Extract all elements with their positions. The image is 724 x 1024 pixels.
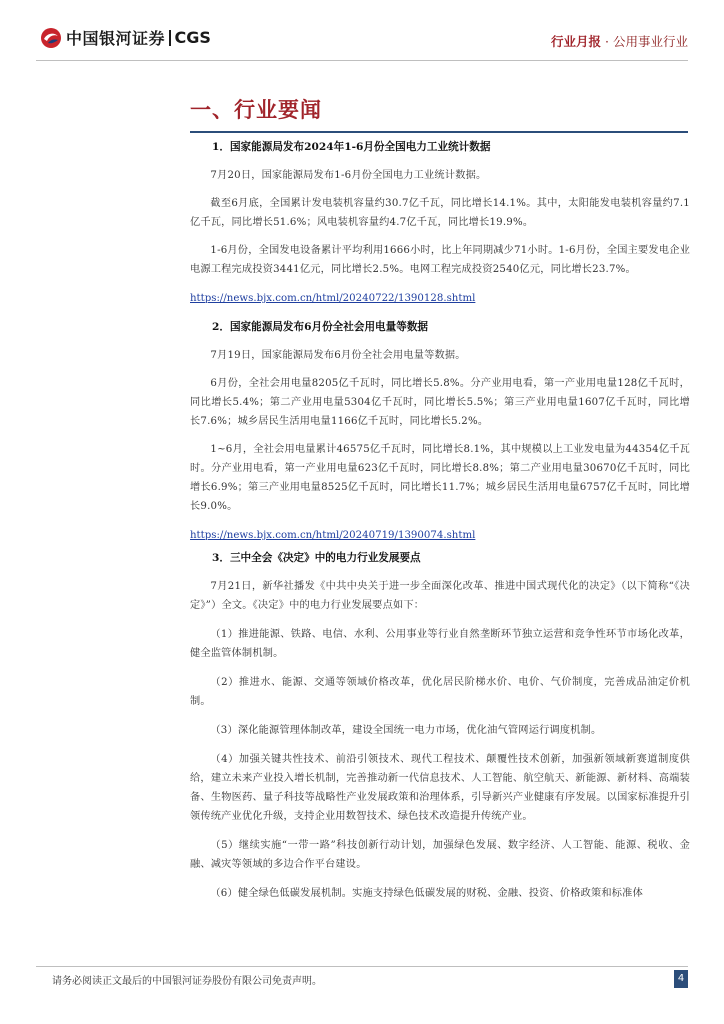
footer-disclaimer: 请务必阅读正文最后的中国银河证券股份有限公司免责声明。	[52, 976, 322, 987]
news-3-paragraph-7: （6）健全绿色低碳发展机制。实施支持绿色低碳发展的财税、金融、投资、价格政策和标准体	[210, 888, 643, 899]
news-1-source-link[interactable]: https://news.bjx.com.cn/html/20240722/1390128.shtml	[190, 293, 476, 304]
news-3-paragraph-4: （3）深化能源管理体制改革，建设全国统一电力市场，优化油气管网运行调度机制。	[210, 725, 602, 736]
news-2-paragraph-3: 1~6月，全社会用电量累计46575亿千瓦时，同比增长8.1%，其中规模以上工业发电量为44354亿千瓦时。分产业用电看，第一产业用电量623亿千瓦时，同比增长8.8%；第二产业用电量30670亿千瓦时，同比增长6.9%；第三产业用电量8525亿千瓦时，同比增长11.7%；城乡居民生活用电量6757亿千瓦时，同比增长9.0%。	[190, 444, 690, 512]
company-logo	[40, 26, 211, 49]
news-2-paragraph-1: 7月19日，国家能源局发布6月份全社会用电量等数据。	[210, 350, 466, 361]
cgs-logo-icon	[40, 27, 62, 49]
header-separator: ·	[601, 34, 613, 49]
news-3-paragraph-1: 7月21日，新华社播发《中共中央关于进一步全面深化改革、推进中国式现代化的决定》（以下简称“《决定》”）全文。《决定》中的电力行业发展要点如下：	[190, 581, 690, 611]
industry-name: 公用事业行业	[612, 34, 688, 49]
news-3-paragraph-5: （4）加强关键共性技术、前沿引领技术、现代工程技术、颠覆性技术创新，加强新领域新赛道制度供给，建立未来产业投入增长机制，完善推动新一代信息技术、人工智能、航空航天、新能源、新材料、高端装备、生物医药、量子科技等战略性产业发展政策和治理体系，引导新兴产业健康有序发展。以国家标准提升引领传统产业优化升级，支持企业用数智技术、绿色技术改造提升传统产业。	[190, 754, 690, 822]
logo-divider	[169, 30, 171, 46]
page-number: 4	[674, 970, 688, 988]
news-heading-1: 1．国家能源局发布2024年1-6月份全国电力工业统计数据	[212, 141, 491, 153]
logo-chinese-name: 中国银河证券	[66, 29, 166, 48]
news-heading-3: 3．三中全会《决定》中的电力行业发展要点	[212, 552, 421, 564]
news-content	[190, 136, 690, 903]
news-3-paragraph-6: （5）继续实施“一带一路”科技创新行动计划，加强绿色发展、数字经济、人工智能、能源、税收、金融、减灾等领域的多边合作平台建设。	[190, 840, 690, 870]
news-3-paragraph-2: （1）推进能源、铁路、电信、水利、公用事业等行业自然垄断环节独立运营和竞争性环节市场化改革，健全监管体制机制。	[190, 629, 690, 659]
news-3-paragraph-3: （2）推进水、能源、交通等领域价格改革，优化居民阶梯水价、电价、气价制度，完善成品油定价机制。	[190, 677, 690, 707]
page-header	[0, 0, 724, 70]
news-1-paragraph-1: 7月20日，国家能源局发布1-6月份全国电力工业统计数据。	[210, 170, 487, 181]
news-2-source-link[interactable]: https://news.bjx.com.cn/html/20240719/1390074.shtml	[190, 530, 476, 541]
news-1-paragraph-3: 1-6月份，全国发电设备累计平均利用1666小时，比上年同期减少71小时。1-6月份，全国主要发电企业电源工程完成投资3441亿元，同比增长2.5%。电网工程完成投资2540亿元，同比增长23.7%。	[190, 245, 690, 275]
news-heading-2: 2．国家能源局发布6月份全社会用电量等数据	[212, 321, 429, 333]
section-title: 一、行业要闻	[190, 98, 322, 122]
logo-english-name: CGS	[174, 28, 211, 47]
report-category	[551, 32, 688, 50]
footer-divider	[36, 966, 688, 967]
news-1-paragraph-2: 截至6月底，全国累计发电装机容量约30.7亿千瓦，同比增长14.1%。其中，太阳能发电装机容量约7.1亿千瓦，同比增长51.6%；风电装机容量约4.7亿千瓦，同比增长19.9%。	[190, 198, 690, 228]
news-2-paragraph-2: 6月份，全社会用电量8205亿千瓦时，同比增长5.8%。分产业用电看，第一产业用电量128亿千瓦时，同比增长5.4%；第二产业用电量5304亿千瓦时，同比增长5.5%；第三产业用电量1607亿千瓦时，同比增长7.6%；城乡居民生活用电量1166亿千瓦时，同比增长5.2%。	[190, 378, 690, 427]
header-divider	[36, 60, 688, 61]
report-type: 行业月报	[551, 34, 602, 49]
section-divider	[190, 131, 688, 133]
